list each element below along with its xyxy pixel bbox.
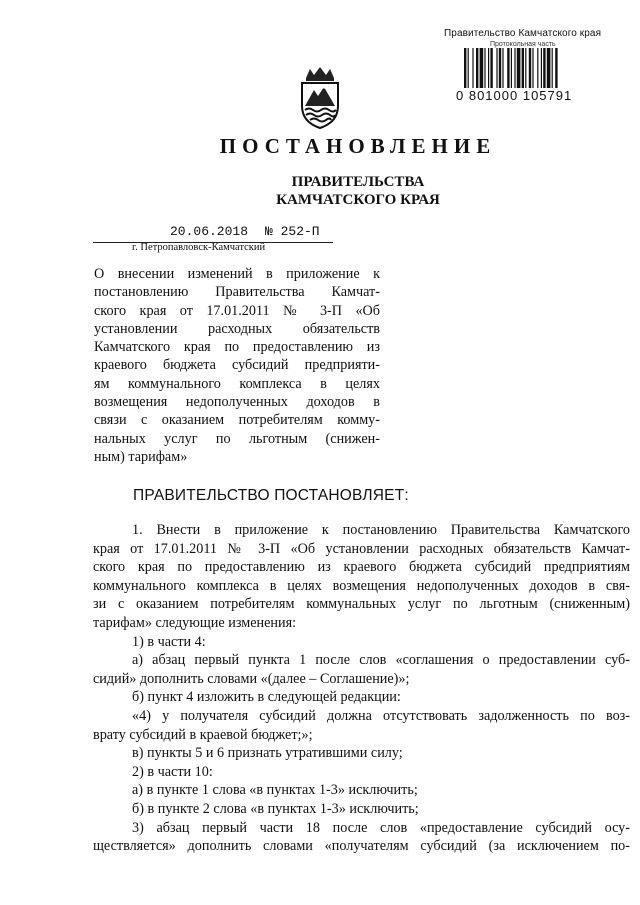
body-line: б) в пункте 2 слова «в пунктах 1-3» исключить;: [132, 800, 419, 817]
body-line: ского края по предоставлению из краевого бюджета субсидий предприятиям: [93, 559, 630, 576]
barcode-bar: [517, 48, 521, 88]
body-line: а) в пункте 1 слова «в пунктах 1-3» исключить;: [132, 782, 418, 799]
document-title: ПОСТАНОВЛЕНИЕ: [219, 134, 497, 158]
barcode-bar: [490, 48, 492, 88]
barcode-bar: [543, 48, 545, 88]
barcode-bar: [525, 48, 526, 88]
document-city: г. Петропавловск-Камчатский: [132, 242, 266, 253]
barcode-bar: [484, 48, 485, 88]
body-line: врату субсидий в краевой бюджет;»;: [93, 726, 313, 743]
subject-line: ям коммунального комплекса в целях: [94, 375, 380, 392]
subject-line: установлении расходных обязательств: [94, 320, 380, 337]
barcode-bar: [555, 48, 557, 88]
document-date: 20.06.2018: [170, 224, 249, 239]
barcode-bar: [499, 48, 501, 88]
barcode-bar: [507, 48, 509, 88]
subject-line: краевого бюджета субсидий предприяти-: [94, 357, 380, 374]
body-line: 3) абзац первый части 18 после слов «предоставление субсидий осу-: [132, 819, 630, 836]
body-line: 2) в части 10:: [132, 763, 213, 780]
document-subject: [94, 265, 380, 466]
document-number: № 252-П: [265, 224, 320, 239]
government-line-2: КАМЧАТСКОГО КРАЯ: [276, 192, 440, 208]
barcode-bar: [552, 48, 553, 88]
decree-heading: ПРАВИТЕЛЬСТВО ПОСТАНОВЛЯЕТ:: [133, 487, 409, 504]
subject-line: возмещения недополученных доходов в: [94, 394, 380, 411]
barcode-bar: [541, 48, 542, 88]
barcode-bar: [511, 48, 512, 88]
barcode-bar: [472, 48, 473, 88]
subject-line: ным) тарифам»: [94, 448, 188, 465]
body-line: «4) у получателя субсидий должна отсутствовать задолженность по воз-: [132, 707, 630, 724]
stamp-subtitle: Протокольная часть: [490, 41, 556, 48]
subject-line: постановлению Правительства Камчат-: [94, 284, 380, 301]
subject-line: О внесении изменений в приложение к: [94, 266, 380, 282]
subject-line: нальных услуг по льготным (снижен-: [94, 430, 380, 447]
barcode-bar: [476, 48, 478, 88]
barcode-bar: [464, 48, 466, 88]
body-line: 1. Внести в приложение к постановлению Правительства Камчатского: [132, 522, 630, 538]
barcode-bar: [480, 48, 484, 88]
body-line: коммунального комплекса в целях возмещения недополученных доходов в свя-: [93, 577, 630, 594]
barcode: [462, 48, 587, 92]
barcode-bar: [532, 48, 533, 88]
stamp-organization: Правительство Камчатского края: [444, 28, 602, 39]
barcode-bar: [502, 48, 503, 88]
subject-line: Камчатского края по предоставлению из: [94, 339, 380, 356]
barcode-bar: [514, 48, 515, 88]
body-line: а) абзац первый пункта 1 после слов «соглашения о предоставлении суб-: [132, 652, 630, 669]
body-line: б) пункт 4 изложить в следующей редакции:: [132, 689, 401, 706]
body-line: края от 17.01.2011 № 3-П «Об установлении расходных обязательств Камчат-: [93, 540, 630, 557]
barcode-bar: [496, 48, 497, 88]
barcode-bar: [529, 48, 531, 88]
barcode-number: 0 801000 105791: [456, 88, 573, 103]
body-line: сидий» дополнить словами «(далее – Соглашение)»;: [93, 670, 410, 687]
body-line: 1) в части 4:: [132, 633, 206, 650]
barcode-bar: [522, 48, 524, 88]
subject-line: связи с оказанием потребителям комму-: [94, 412, 380, 429]
body-line: ществляется» дополнить словами «получателям субсидий (за исключением по-: [93, 838, 630, 855]
subject-line: ского края от 17.01.2011 № 3-П «Об: [94, 302, 380, 319]
body-line: в) пункты 5 и 6 признать утратившими силу;: [132, 745, 403, 762]
government-line-1: ПРАВИТЕЛЬСТВА: [291, 174, 425, 190]
body-line: тарифам» следующие изменения:: [93, 614, 297, 631]
barcode-bar: [547, 48, 551, 88]
document-body: [93, 521, 630, 856]
barcode-bar: [537, 48, 538, 88]
barcode-bar: [488, 48, 489, 88]
kamchatka-coat-of-arms-icon: [296, 66, 344, 130]
body-line: зи с оказанием потребителям коммунальных услуг по льготным (сниженным): [93, 596, 630, 613]
barcode-bar: [468, 48, 469, 88]
